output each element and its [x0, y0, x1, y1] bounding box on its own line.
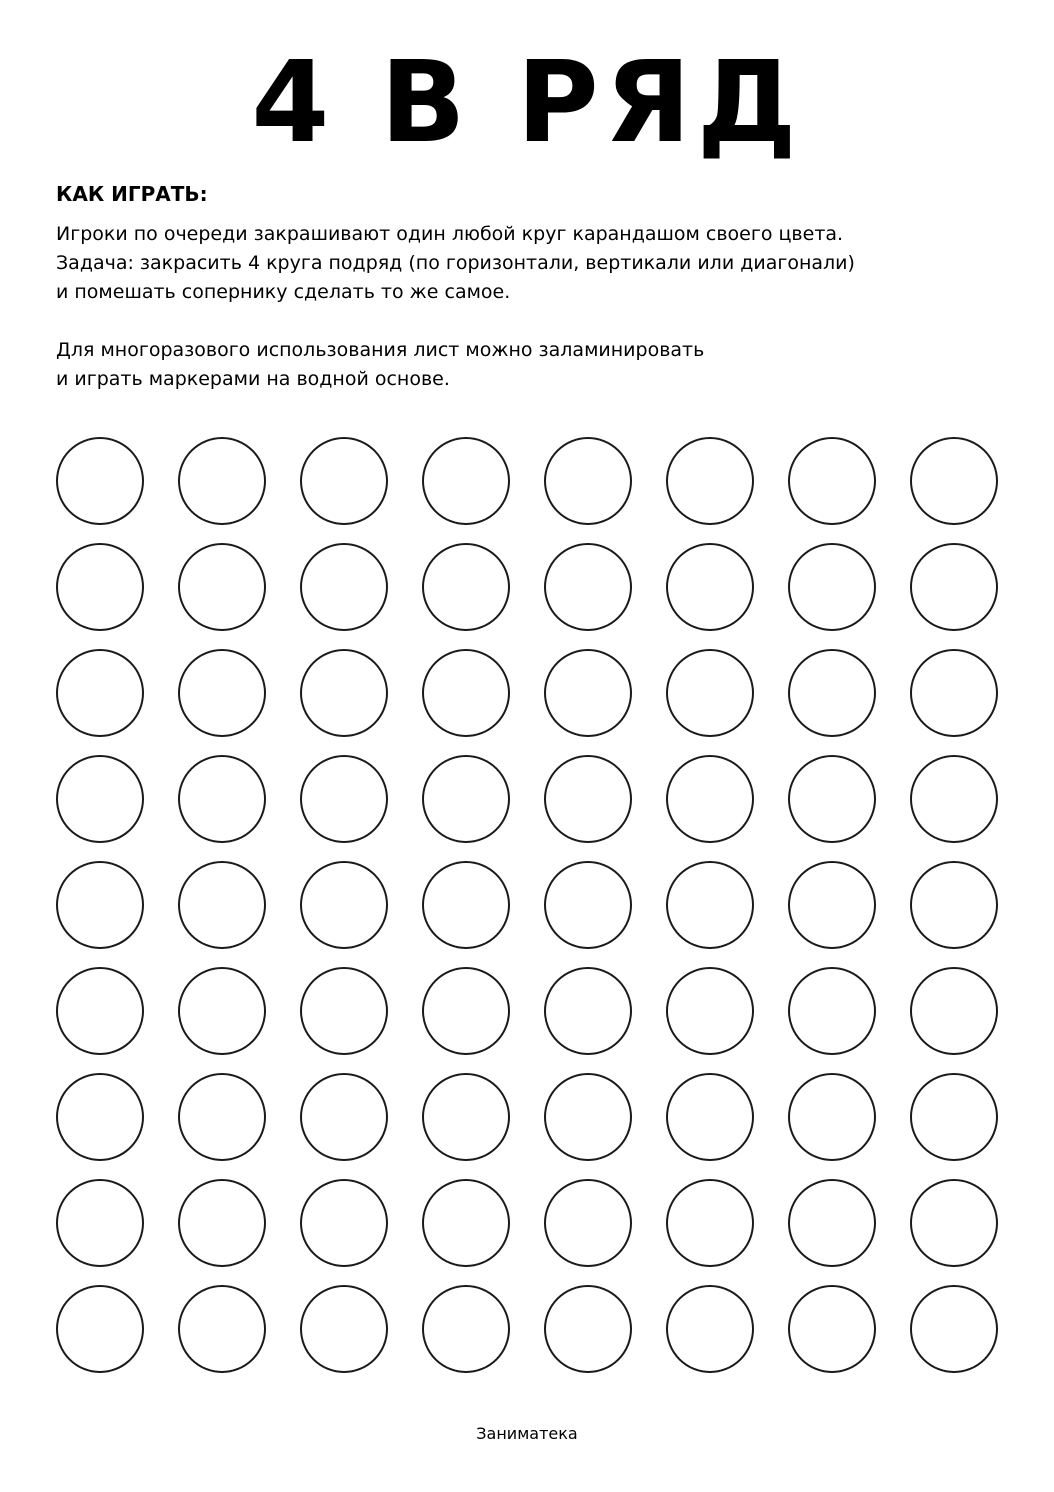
- board-cell-r2-c2[interactable]: [178, 543, 266, 631]
- board-cell-r4-c7[interactable]: [788, 755, 876, 843]
- board-cell-r6-c2[interactable]: [178, 967, 266, 1055]
- board-cell-r9-c7[interactable]: [788, 1285, 876, 1373]
- board-cell-r3-c7[interactable]: [788, 649, 876, 737]
- board-cell-r6-c7[interactable]: [788, 967, 876, 1055]
- board-cell-r7-c2[interactable]: [178, 1073, 266, 1161]
- board-cell-r1-c5[interactable]: [544, 437, 632, 525]
- board-cell-r7-c5[interactable]: [544, 1073, 632, 1161]
- board-cell-r1-c2[interactable]: [178, 437, 266, 525]
- board-cell-r2-c6[interactable]: [666, 543, 754, 631]
- board-cell-r1-c1[interactable]: [56, 437, 144, 525]
- board-cell-r2-c8[interactable]: [910, 543, 998, 631]
- board-cell-r5-c2[interactable]: [178, 861, 266, 949]
- rules-paragraph-1: Игроки по очереди закрашивают один любой круг карандашом своего цвета. Задача: закрасить 4 круга подряд (по горизонтали, вертикали или диагонали) и помешать сопернику сделать то же самое.: [56, 223, 855, 303]
- board-cell-r6-c3[interactable]: [300, 967, 388, 1055]
- board-cell-r8-c7[interactable]: [788, 1179, 876, 1267]
- board-cell-r4-c4[interactable]: [422, 755, 510, 843]
- board-cell-r1-c6[interactable]: [666, 437, 754, 525]
- board-cell-r5-c5[interactable]: [544, 861, 632, 949]
- board-cell-r5-c6[interactable]: [666, 861, 754, 949]
- board-cell-r5-c8[interactable]: [910, 861, 998, 949]
- board-cell-r8-c2[interactable]: [178, 1179, 266, 1267]
- board-cell-r7-c7[interactable]: [788, 1073, 876, 1161]
- board-cell-r2-c7[interactable]: [788, 543, 876, 631]
- board-cell-r6-c8[interactable]: [910, 967, 998, 1055]
- board-cell-r4-c2[interactable]: [178, 755, 266, 843]
- rules-section: [56, 178, 1016, 394]
- board-cell-r6-c4[interactable]: [422, 967, 510, 1055]
- board-cell-r5-c3[interactable]: [300, 861, 388, 949]
- board-cell-r2-c3[interactable]: [300, 543, 388, 631]
- board-cell-r1-c3[interactable]: [300, 437, 388, 525]
- board-cell-r8-c5[interactable]: [544, 1179, 632, 1267]
- board-cell-r3-c6[interactable]: [666, 649, 754, 737]
- board-cell-r5-c4[interactable]: [422, 861, 510, 949]
- board-cell-r9-c2[interactable]: [178, 1285, 266, 1373]
- board-cell-r8-c6[interactable]: [666, 1179, 754, 1267]
- board-cell-r4-c3[interactable]: [300, 755, 388, 843]
- board-cell-r8-c4[interactable]: [422, 1179, 510, 1267]
- board-cell-r6-c5[interactable]: [544, 967, 632, 1055]
- board-cell-r4-c6[interactable]: [666, 755, 754, 843]
- board-cell-r7-c8[interactable]: [910, 1073, 998, 1161]
- board-cell-r4-c8[interactable]: [910, 755, 998, 843]
- board-cell-r7-c1[interactable]: [56, 1073, 144, 1161]
- board-cell-r4-c1[interactable]: [56, 755, 144, 843]
- board-cell-r5-c7[interactable]: [788, 861, 876, 949]
- board-cell-r1-c8[interactable]: [910, 437, 998, 525]
- board-cell-r2-c4[interactable]: [422, 543, 510, 631]
- board-cell-r7-c3[interactable]: [300, 1073, 388, 1161]
- board-cell-r1-c7[interactable]: [788, 437, 876, 525]
- game-board: [56, 437, 998, 1373]
- board-cell-r9-c4[interactable]: [422, 1285, 510, 1373]
- board-cell-r3-c1[interactable]: [56, 649, 144, 737]
- board-cell-r8-c1[interactable]: [56, 1179, 144, 1267]
- board-cell-r7-c6[interactable]: [666, 1073, 754, 1161]
- rules-heading: КАК ИГРАТЬ:: [56, 182, 208, 206]
- footer-brand: Заниматека: [476, 1424, 578, 1443]
- board-cell-r3-c2[interactable]: [178, 649, 266, 737]
- board-cell-r1-c4[interactable]: [422, 437, 510, 525]
- board-cell-r7-c4[interactable]: [422, 1073, 510, 1161]
- board-cell-r3-c3[interactable]: [300, 649, 388, 737]
- board-cell-r2-c5[interactable]: [544, 543, 632, 631]
- board-cell-r3-c4[interactable]: [422, 649, 510, 737]
- board-cell-r5-c1[interactable]: [56, 861, 144, 949]
- board-cell-r9-c8[interactable]: [910, 1285, 998, 1373]
- board-cell-r9-c6[interactable]: [666, 1285, 754, 1373]
- board-cell-r9-c5[interactable]: [544, 1285, 632, 1373]
- rules-paragraph-2: Для многоразового использования лист можно заламинировать и играть маркерами на водной основе.: [56, 339, 705, 390]
- board-cell-r2-c1[interactable]: [56, 543, 144, 631]
- board-cell-r8-c8[interactable]: [910, 1179, 998, 1267]
- board-cell-r3-c5[interactable]: [544, 649, 632, 737]
- board-cell-r9-c1[interactable]: [56, 1285, 144, 1373]
- board-cell-r8-c3[interactable]: [300, 1179, 388, 1267]
- page-title: 4 В РЯД: [251, 38, 803, 168]
- board-cell-r3-c8[interactable]: [910, 649, 998, 737]
- board-cell-r6-c6[interactable]: [666, 967, 754, 1055]
- board-cell-r6-c1[interactable]: [56, 967, 144, 1055]
- board-cell-r9-c3[interactable]: [300, 1285, 388, 1373]
- board-cell-r4-c5[interactable]: [544, 755, 632, 843]
